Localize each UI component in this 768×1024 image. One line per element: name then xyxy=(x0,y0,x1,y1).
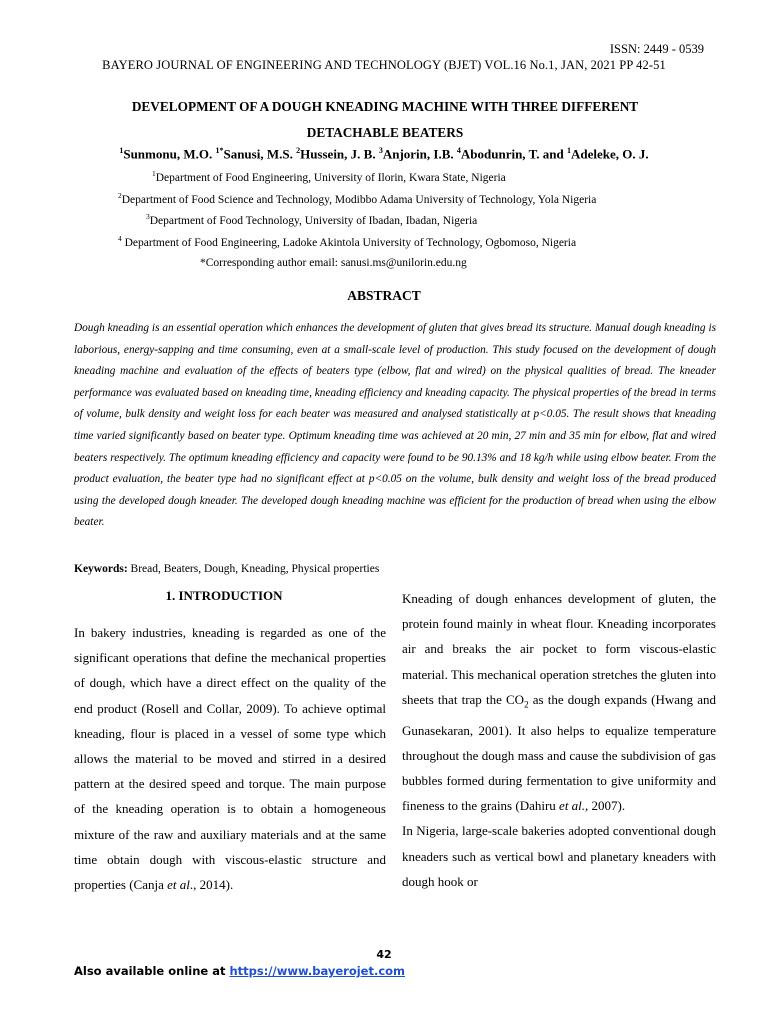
affiliation-3-sup: 3 xyxy=(146,212,150,221)
intro-p2-etal: et al., xyxy=(559,798,589,814)
footer-online-label: Also available online at xyxy=(74,964,230,978)
intro-p2-end: 2007). xyxy=(588,798,626,814)
affiliation-4 xyxy=(118,234,576,249)
keywords-list: Bread, Beaters, Dough, Kneading, Physical properties xyxy=(127,563,380,575)
author-5: Abodunrin, T. and xyxy=(460,146,567,162)
affiliation-1-sup: 1 xyxy=(152,169,156,178)
section-heading-introduction: 1. INTRODUCTION xyxy=(165,588,283,603)
author-4-sup: 3 xyxy=(378,146,383,155)
affiliation-2-sup: 2 xyxy=(118,191,122,200)
keywords-label: Keywords: xyxy=(74,563,128,575)
affiliation-1 xyxy=(152,169,506,184)
author-3: Hussein, J. B. xyxy=(300,146,379,162)
right-column xyxy=(402,586,716,894)
title-line-1: DEVELOPMENT OF A DOUGH KNEADING MACHINE WITH THREE DIFFERENT xyxy=(131,99,639,114)
affiliation-2-text: Department of Food Science and Technology, Modibbo Adama University of Technology, Yola Nigeria xyxy=(121,193,597,206)
intro-p1-text: In bakery industries, kneading is regarded as one of the significant operations that define the mechanical properties of dough, which have a direct effect on the quality of the end product (Rosell and Collar, 2009). To achieve optimal kneading, flour is placed in a vessel of some type which allows the material to be moved and stirred in a desired pattern at the desired speed and torque. The main purpose of the kneading operation is to obtain a homogeneous mixture of the raw and auxiliary materials and at the same time obtain dough with viscous-elastic structure and properties (Canja xyxy=(74,625,386,893)
author-4: Anjorin, I.B. xyxy=(382,146,457,162)
issn-number: ISSN: 2449 - 0539 xyxy=(609,42,704,56)
intro-p1-etal: et al xyxy=(167,877,190,893)
author-6: Adeleke, O. J. xyxy=(571,146,649,162)
author-2-sup: 1* xyxy=(215,146,224,155)
keywords xyxy=(74,563,379,575)
left-column xyxy=(74,620,386,897)
affiliation-3-text: Department of Food Technology, University of Ibadan, Ibadan, Nigeria xyxy=(149,214,478,227)
author-2: Sanusi, M.S. xyxy=(223,146,297,162)
author-1-sup: 1 xyxy=(119,146,124,155)
author-5-sup: 4 xyxy=(456,146,461,155)
footer-online xyxy=(74,964,405,978)
affiliation-2 xyxy=(118,191,596,206)
abstract-text: Dough kneading is an essential operation which enhances the development of gluten that gives bread its structure. Manual dough kneading is laborious, energy-sapping and time consuming, even at a small-scale level of production. This study focused on the development of dough kneading machine and evaluation of the effects of beaters type (elbow, flat and wired) on the physical qualities of bread. The kneader performance was evaluated based on kneading time, kneading efficiency and kneading capacity. The physical properties of the bread in terms of volume, bulk density and weight loss for each beater was measured and analysed statistically at p<0.05. The result shows that kneading time varied significantly based on beater type. Optimum kneading time was achieved at 20 min, 27 min and 35 min for elbow, flat and wired beaters respectively. The optimum kneading efficiency and capacity were found to be 90.13% and 18 kg/h while using elbow beater. From the product evaluation, the beater type had no significant effect at p<0.05 on the volume, bulk density and weight loss of the bread produced using the developed dough kneader. The developed dough kneading machine was efficient for the production of bread when using the elbow beater. xyxy=(74,322,716,529)
intro-p2-sub: 2 xyxy=(524,699,529,710)
author-1: Sunmonu, M.O. xyxy=(123,146,216,162)
affiliation-1-text: Department of Food Engineering, University of Ilorin, Kwara State, Nigeria xyxy=(155,171,506,184)
author-list xyxy=(0,146,768,162)
author-3-sup: 2 xyxy=(296,146,301,155)
title-line-2: DETACHABLE BEATERS xyxy=(306,125,464,140)
intro-paragraph-2 xyxy=(402,586,716,818)
paper-title xyxy=(60,94,710,146)
page-number: 42 xyxy=(376,948,392,961)
corresponding-author: *Corresponding author email: sanusi.ms@unilorin.edu.ng xyxy=(200,257,467,269)
abstract-heading: ABSTRACT xyxy=(347,288,421,303)
author-6-sup: 1 xyxy=(567,146,571,155)
intro-p2-text-cont: as the dough expands (Hwang and Gunasekaran, 2001). It also helps to equalize temperature throughout the dough mass and cause the subdivision of gas bubbles formed during fermentation to give uniformity and fineness to the grains (Dahiru xyxy=(402,691,716,814)
affiliation-4-sup: 4 xyxy=(118,234,122,243)
intro-paragraph-1 xyxy=(74,620,386,897)
intro-p1-end: ., 2014). xyxy=(189,877,234,893)
affiliation-4-text: Department of Food Engineering, Ladoke Akintola University of Technology, Ogbomoso, Nigeria xyxy=(121,236,577,249)
journal-header: BAYERO JOURNAL OF ENGINEERING AND TECHNOLOGY (BJET) VOL.16 No.1, JAN, 2021 PP 42-51 xyxy=(102,58,666,72)
intro-p2-text: Kneading of dough enhances development of gluten, the protein found mainly in wheat flour. Kneading incorporates air and breaks the air pocket to form viscous-elastic material. This mechanical operation stretches the gluten into sheets that trap the CO xyxy=(402,591,716,707)
affiliation-3 xyxy=(146,212,477,227)
footer-website-link[interactable]: https://www.bayerojet.com xyxy=(229,964,406,978)
intro-paragraph-3: In Nigeria, large-scale bakeries adopted conventional dough kneaders such as vertical bowl and planetary kneaders with dough hook or xyxy=(402,823,716,889)
